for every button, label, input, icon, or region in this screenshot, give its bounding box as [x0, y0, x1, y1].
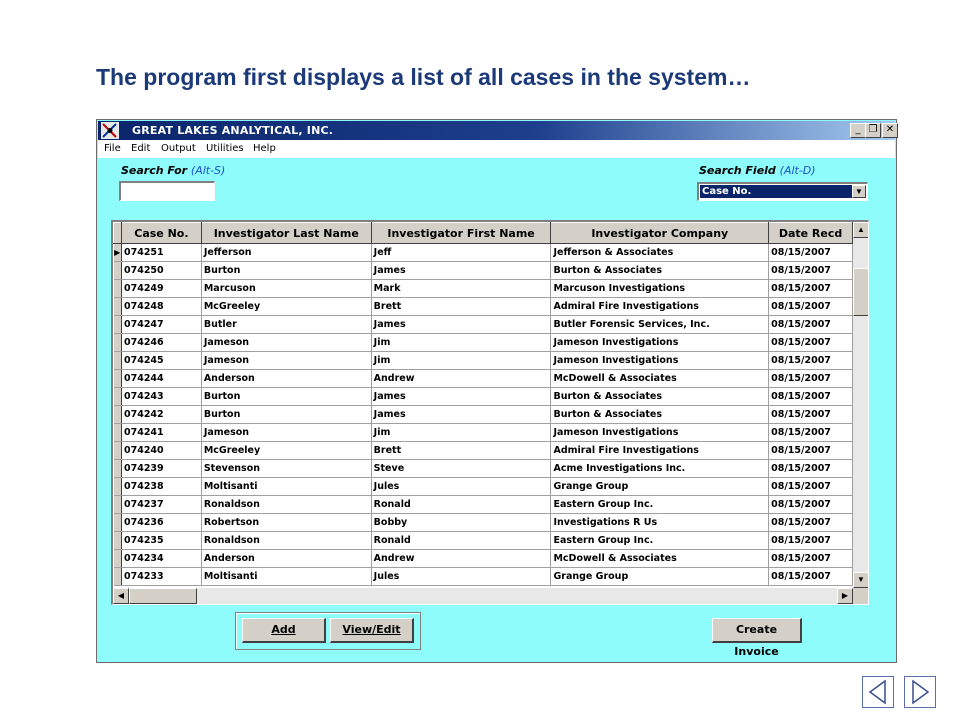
column-header-company[interactable]: Investigator Company [551, 223, 769, 244]
row-selector[interactable] [114, 334, 122, 352]
cell-first-name[interactable]: Jules [371, 568, 551, 586]
row-selector[interactable] [114, 406, 122, 424]
cell-date-recd[interactable]: 08/15/2007 [769, 352, 853, 370]
row-selector[interactable] [114, 280, 122, 298]
cell-date-recd[interactable]: 08/15/2007 [769, 424, 853, 442]
row-selector[interactable] [114, 568, 122, 586]
cell-last-name[interactable]: Jameson [201, 424, 371, 442]
cell-date-recd[interactable]: 08/15/2007 [769, 280, 853, 298]
table-row[interactable] [114, 352, 853, 370]
cell-last-name[interactable]: McGreeley [201, 442, 371, 460]
cell-first-name[interactable]: James [371, 316, 551, 334]
cell-case-no[interactable]: 074251 [121, 244, 201, 262]
cell-last-name[interactable]: Moltisanti [201, 478, 371, 496]
search-input[interactable] [119, 181, 215, 201]
row-selector[interactable] [114, 352, 122, 370]
search-for-label [121, 164, 225, 177]
cell-first-name[interactable]: Mark [371, 280, 551, 298]
cell-case-no[interactable]: 074245 [121, 352, 201, 370]
search-field-text: Search Field [699, 164, 776, 177]
next-slide-icon [905, 677, 935, 707]
cell-last-name[interactable]: Ronaldson [201, 532, 371, 550]
chevron-down-icon[interactable]: ▼ [852, 185, 866, 198]
cell-first-name[interactable]: Brett [371, 298, 551, 316]
cases-table [113, 222, 853, 586]
cell-date-recd[interactable]: 08/15/2007 [769, 244, 853, 262]
menu-help[interactable]: Help [253, 143, 276, 154]
table-row[interactable] [114, 370, 853, 388]
cell-company[interactable]: Acme Investigations Inc. [551, 460, 769, 478]
row-selector[interactable] [114, 460, 122, 478]
cell-first-name[interactable]: Brett [371, 442, 551, 460]
cell-last-name[interactable]: Burton [201, 262, 371, 280]
cell-first-name[interactable]: Jules [371, 478, 551, 496]
cell-first-name[interactable]: James [371, 406, 551, 424]
cell-company[interactable]: Jefferson & Associates [551, 244, 769, 262]
cell-date-recd[interactable]: 08/15/2007 [769, 406, 853, 424]
cell-case-no[interactable]: 074242 [121, 406, 201, 424]
menu-output[interactable]: Output [161, 143, 196, 154]
cell-company[interactable]: Eastern Group Inc. [551, 496, 769, 514]
cell-company[interactable]: Grange Group [551, 478, 769, 496]
search-for-hint: (Alt-S) [190, 164, 226, 177]
cell-case-no[interactable]: 074248 [121, 298, 201, 316]
scroll-up-icon[interactable]: ▲ [853, 222, 869, 238]
vertical-scrollbar[interactable] [853, 222, 869, 588]
cell-case-no[interactable]: 074246 [121, 334, 201, 352]
cell-last-name[interactable]: Jameson [201, 334, 371, 352]
cell-company[interactable]: Burton & Associates [551, 406, 769, 424]
title-bar[interactable] [98, 121, 895, 140]
cell-first-name[interactable]: Andrew [371, 550, 551, 568]
cell-company[interactable]: McDowell & Associates [551, 550, 769, 568]
cell-case-no[interactable]: 074250 [121, 262, 201, 280]
cell-first-name[interactable]: Ronald [371, 496, 551, 514]
cell-date-recd[interactable]: 08/15/2007 [769, 442, 853, 460]
cell-first-name[interactable]: Ronald [371, 532, 551, 550]
window-title: GREAT LAKES ANALYTICAL, INC. [132, 124, 334, 137]
row-selector[interactable] [114, 478, 122, 496]
cell-first-name[interactable]: Jim [371, 424, 551, 442]
table-row[interactable] [114, 424, 853, 442]
vertical-scroll-thumb[interactable] [853, 268, 869, 316]
table-row[interactable] [114, 568, 853, 586]
cell-case-no[interactable]: 074244 [121, 370, 201, 388]
action-button-group [235, 612, 421, 650]
app-window [96, 119, 897, 663]
search-field-select[interactable] [697, 182, 868, 201]
cell-company[interactable]: Marcuson Investigations [551, 280, 769, 298]
table-row[interactable] [114, 388, 853, 406]
menu-edit[interactable]: Edit [131, 143, 151, 154]
row-selector[interactable] [114, 514, 122, 532]
cell-case-no[interactable]: 074241 [121, 424, 201, 442]
table-row[interactable] [114, 532, 853, 550]
cell-last-name[interactable]: Moltisanti [201, 568, 371, 586]
cell-date-recd[interactable]: 08/15/2007 [769, 514, 853, 532]
cell-first-name[interactable]: Jeff [371, 244, 551, 262]
table-row[interactable] [114, 550, 853, 568]
table-row[interactable] [114, 262, 853, 280]
slide-title: The program first displays a list of all cases in the system… [96, 64, 751, 90]
cell-company[interactable]: Burton & Associates [551, 262, 769, 280]
cell-company[interactable]: Admiral Fire Investigations [551, 298, 769, 316]
close-button[interactable]: ✕ [882, 123, 898, 138]
row-selector-header [114, 223, 122, 244]
row-selector[interactable] [114, 316, 122, 334]
table-row[interactable] [114, 334, 853, 352]
cell-date-recd[interactable]: 08/15/2007 [769, 316, 853, 334]
cell-date-recd[interactable]: 08/15/2007 [769, 568, 853, 586]
scroll-left-icon[interactable]: ◀ [113, 588, 129, 604]
add-button-label: Add [271, 623, 296, 636]
table-row[interactable] [114, 316, 853, 334]
search-for-text: Search For [121, 164, 188, 177]
next-slide-button[interactable] [904, 676, 936, 708]
cell-case-no[interactable]: 074237 [121, 496, 201, 514]
cell-case-no[interactable]: 074240 [121, 442, 201, 460]
cell-date-recd[interactable]: 08/15/2007 [769, 334, 853, 352]
cell-last-name[interactable]: Marcuson [201, 280, 371, 298]
cell-case-no[interactable]: 074247 [121, 316, 201, 334]
column-header-last-name[interactable]: Investigator Last Name [201, 223, 371, 244]
create-invoice-button[interactable]: Create Invoice [712, 618, 802, 643]
table-row[interactable] [114, 406, 853, 424]
cell-first-name[interactable]: Bobby [371, 514, 551, 532]
cell-case-no[interactable]: 074235 [121, 532, 201, 550]
cell-first-name[interactable]: Jim [371, 334, 551, 352]
cell-date-recd[interactable]: 08/15/2007 [769, 298, 853, 316]
table-row[interactable] [114, 298, 853, 316]
restore-button[interactable]: ❐ [865, 123, 881, 138]
cell-case-no[interactable]: 074249 [121, 280, 201, 298]
table-header-row [114, 223, 853, 244]
prev-slide-button[interactable] [862, 676, 894, 708]
cell-company[interactable]: Investigations R Us [551, 514, 769, 532]
table-row[interactable] [114, 280, 853, 298]
cell-last-name[interactable]: Jefferson [201, 244, 371, 262]
cell-first-name[interactable]: James [371, 262, 551, 280]
row-selector[interactable] [114, 388, 122, 406]
current-row-marker[interactable]: ▶ [114, 244, 122, 262]
cell-first-name[interactable]: Andrew [371, 370, 551, 388]
cell-company[interactable]: Butler Forensic Services, Inc. [551, 316, 769, 334]
cell-company[interactable]: McDowell & Associates [551, 370, 769, 388]
cell-last-name[interactable]: Stevenson [201, 460, 371, 478]
cell-case-no[interactable]: 074239 [121, 460, 201, 478]
menu-utilities[interactable]: Utilities [206, 143, 244, 154]
cell-company[interactable]: Admiral Fire Investigations [551, 442, 769, 460]
cell-last-name[interactable]: Butler [201, 316, 371, 334]
cell-last-name[interactable]: Ronaldson [201, 496, 371, 514]
cell-case-no[interactable]: 074238 [121, 478, 201, 496]
cell-last-name[interactable]: Burton [201, 388, 371, 406]
cell-company[interactable]: Jameson Investigations [551, 424, 769, 442]
cell-first-name[interactable]: Jim [371, 352, 551, 370]
search-field-hint: (Alt-D) [779, 164, 816, 177]
row-selector[interactable] [114, 442, 122, 460]
cell-first-name[interactable]: Steve [371, 460, 551, 478]
cell-date-recd[interactable]: 08/15/2007 [769, 550, 853, 568]
column-header-first-name[interactable]: Investigator First Name [371, 223, 551, 244]
menu-bar [98, 140, 895, 158]
cell-date-recd[interactable]: 08/15/2007 [769, 388, 853, 406]
cell-date-recd[interactable]: 08/15/2007 [769, 532, 853, 550]
row-selector[interactable] [114, 496, 122, 514]
search-field-label [699, 164, 816, 177]
table-row[interactable] [114, 442, 853, 460]
cell-first-name[interactable]: James [371, 388, 551, 406]
scroll-down-icon[interactable]: ▼ [853, 572, 869, 588]
cases-grid [111, 220, 869, 605]
prev-slide-icon [863, 677, 893, 707]
row-selector[interactable] [114, 262, 122, 280]
table-row[interactable] [114, 460, 853, 478]
cell-last-name[interactable]: Burton [201, 406, 371, 424]
table-row[interactable] [114, 478, 853, 496]
cell-company[interactable]: Burton & Associates [551, 388, 769, 406]
cell-company[interactable]: Jameson Investigations [551, 334, 769, 352]
row-selector[interactable] [114, 532, 122, 550]
cell-date-recd[interactable]: 08/15/2007 [769, 460, 853, 478]
cell-company[interactable]: Grange Group [551, 568, 769, 586]
cell-date-recd[interactable]: 08/15/2007 [769, 370, 853, 388]
row-selector[interactable] [114, 298, 122, 316]
cell-date-recd[interactable]: 08/15/2007 [769, 496, 853, 514]
cell-case-no[interactable]: 074233 [121, 568, 201, 586]
row-selector[interactable] [114, 424, 122, 442]
view-edit-button[interactable] [330, 618, 414, 643]
cell-case-no[interactable]: 074234 [121, 550, 201, 568]
row-selector[interactable] [114, 370, 122, 388]
cell-last-name[interactable]: Robertson [201, 514, 371, 532]
menu-file[interactable]: File [104, 143, 121, 154]
column-header-date-recd[interactable]: Date Recd [769, 223, 853, 244]
column-header-case-no[interactable]: Case No. [121, 223, 201, 244]
scrollbar-corner [853, 588, 869, 604]
cell-case-no[interactable]: 074236 [121, 514, 201, 532]
minimize-button[interactable]: _ [850, 123, 866, 138]
app-logo-icon [101, 122, 119, 139]
scroll-right-icon[interactable]: ▶ [837, 588, 853, 604]
table-row[interactable] [114, 244, 853, 262]
cell-date-recd[interactable]: 08/15/2007 [769, 478, 853, 496]
cell-last-name[interactable]: Anderson [201, 370, 371, 388]
horizontal-scrollbar[interactable] [113, 588, 853, 604]
cell-last-name[interactable]: Jameson [201, 352, 371, 370]
table-row[interactable] [114, 514, 853, 532]
horizontal-scroll-thumb[interactable] [129, 588, 197, 604]
search-field-value: Case No. [700, 185, 852, 198]
add-button[interactable] [242, 618, 326, 643]
cell-company[interactable]: Eastern Group Inc. [551, 532, 769, 550]
cell-last-name[interactable]: Anderson [201, 550, 371, 568]
cell-date-recd[interactable]: 08/15/2007 [769, 262, 853, 280]
cell-last-name[interactable]: McGreeley [201, 298, 371, 316]
cell-case-no[interactable]: 074243 [121, 388, 201, 406]
row-selector[interactable] [114, 550, 122, 568]
cell-company[interactable]: Jameson Investigations [551, 352, 769, 370]
table-row[interactable] [114, 496, 853, 514]
view-edit-button-label: View/Edit [342, 623, 401, 636]
